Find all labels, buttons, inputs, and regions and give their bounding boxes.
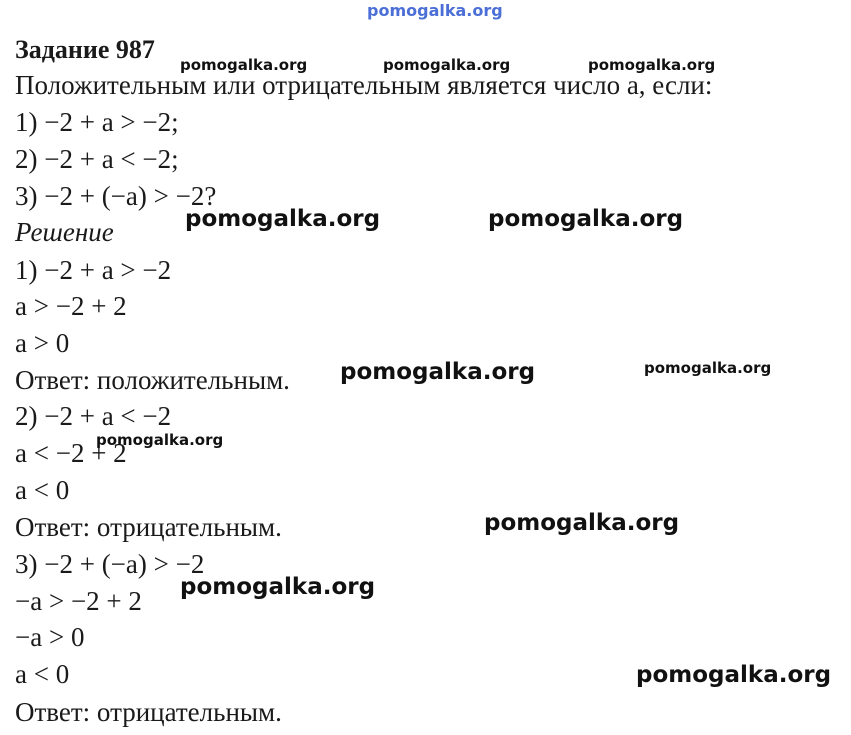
answer-2: Ответ: отрицательным. [15, 512, 282, 542]
condition-2: 2) −2 + a < −2; [15, 144, 179, 174]
watermark: pomogalka.org [383, 56, 511, 74]
watermark: pomogalka.org [185, 206, 381, 232]
site-watermark-top: pomogalka.org [367, 1, 503, 20]
solution-line: a < −2 + 2 [15, 438, 127, 468]
answer-3: Ответ: отрицательным. [15, 697, 282, 727]
solution-line: −a > −2 + 2 [15, 586, 142, 616]
watermark: pomogalka.org [488, 206, 684, 232]
watermark: pomogalka.org [180, 56, 308, 74]
solution-line: a > −2 + 2 [15, 291, 127, 321]
watermark: pomogalka.org [636, 662, 832, 688]
task-question: Положительным или отрицательным является число a, если: [15, 70, 713, 100]
condition-3: 3) −2 + (−a) > −2? [15, 181, 217, 211]
watermark: pomogalka.org [588, 56, 716, 74]
solution-heading: Решение [15, 217, 114, 247]
solution-line: a < 0 [15, 659, 70, 689]
watermark: pomogalka.org [484, 510, 680, 536]
solution-line: a > 0 [15, 328, 70, 358]
condition-1: 1) −2 + a > −2; [15, 107, 179, 137]
answer-1: Ответ: положительным. [15, 365, 290, 395]
watermark: pomogalka.org [180, 574, 376, 600]
solution-line: 1) −2 + a > −2 [15, 255, 172, 285]
watermark: pomogalka.org [96, 431, 224, 449]
watermark: pomogalka.org [340, 359, 536, 385]
solution-line: −a > 0 [15, 622, 85, 652]
task-title: Задание 987 [15, 35, 155, 64]
solution-line: 3) −2 + (−a) > −2 [15, 549, 205, 579]
watermark: pomogalka.org [644, 359, 772, 377]
solution-line: 2) −2 + a < −2 [15, 401, 172, 431]
solution-line: a < 0 [15, 475, 70, 505]
